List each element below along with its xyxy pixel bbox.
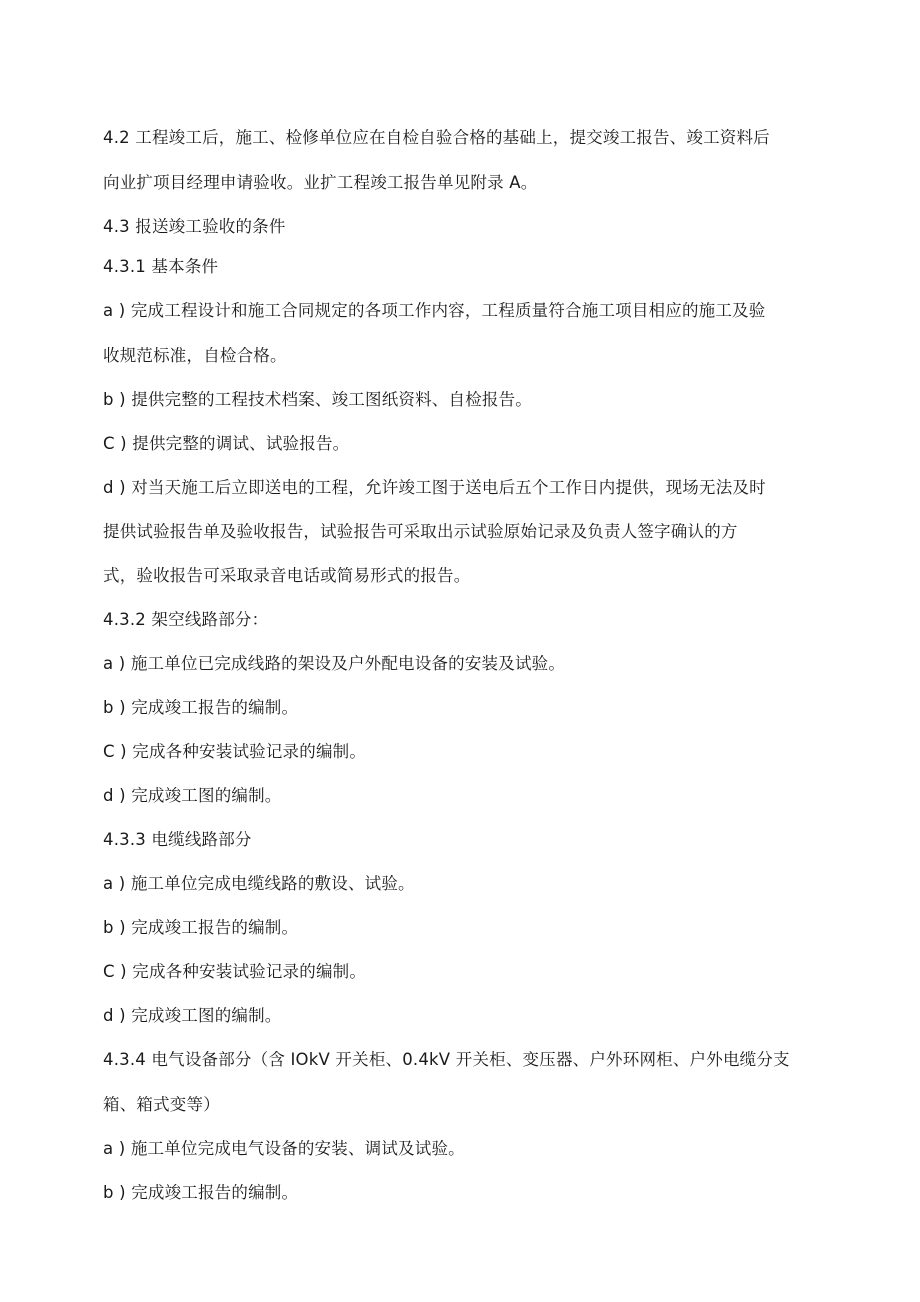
- paragraph-4-2-line-1: 4.2 工程竣工后，施工、检修单位应在自检自验合格的基础上，提交竣工报告、竣工资料后: [103, 128, 770, 147]
- heading-4-3-1: 4.3.1 基本条件: [103, 257, 219, 276]
- item-a-line-1: a ) 完成工程设计和施工合同规定的各项工作内容，工程质量符合施工项目相应的施工及验: [103, 301, 766, 320]
- item-d-line-2: 提供试验报告单及验收报告，试验报告可采取出示试验原始记录及负责人签字确认的方: [103, 522, 738, 541]
- item-a-line-2: 收规范标准，自检合格。: [103, 346, 287, 365]
- overhead-item-a: a ) 施工单位已完成线路的架设及户外配电设备的安装及试验。: [103, 654, 566, 673]
- equipment-item-b: b ) 完成竣工报告的编制。: [103, 1183, 299, 1202]
- heading-4-3-4-line-1: 4.3.4 电气设备部分（含 IOkV 开关柜、0.4kV 开关柜、变压器、户外环网柜、户外电缆分支: [103, 1050, 790, 1069]
- heading-4-3-4-line-2: 箱、箱式变等）: [103, 1095, 220, 1114]
- heading-4-3-2: 4.3.2 架空线路部分：: [103, 610, 269, 629]
- cable-item-a: a ) 施工单位完成电缆线路的敷设、试验。: [103, 874, 415, 893]
- cable-item-b: b ) 完成竣工报告的编制。: [103, 918, 299, 937]
- item-b: b ) 提供完整的工程技术档案、竣工图纸资料、自检报告。: [103, 390, 533, 409]
- item-d-line-3: 式，验收报告可采取录音电话或简易形式的报告。: [103, 566, 471, 585]
- cable-item-c: C ) 完成各种安装试验记录的编制。: [103, 962, 367, 981]
- cable-item-d: d ) 完成竣工图的编制。: [103, 1006, 282, 1025]
- item-d-line-1: d ) 对当天施工后立即送电的工程，允许竣工图于送电后五个工作日内提供，现场无法及时: [103, 478, 766, 497]
- overhead-item-c: C ) 完成各种安装试验记录的编制。: [103, 742, 367, 761]
- heading-4-3: 4.3 报送竣工验收的条件: [103, 217, 286, 236]
- item-c: C ) 提供完整的调试、试验报告。: [103, 434, 350, 453]
- heading-4-3-3: 4.3.3 电缆线路部分: [103, 830, 252, 849]
- paragraph-4-2-line-2: 向业扩项目经理申请验收。业扩工程竣工报告单见附录 A。: [103, 173, 538, 192]
- overhead-item-d: d ) 完成竣工图的编制。: [103, 786, 282, 805]
- overhead-item-b: b ) 完成竣工报告的编制。: [103, 698, 299, 717]
- document-body: [103, 120, 839, 1219]
- equipment-item-a: a ) 施工单位完成电气设备的安装、调试及试验。: [103, 1139, 465, 1158]
